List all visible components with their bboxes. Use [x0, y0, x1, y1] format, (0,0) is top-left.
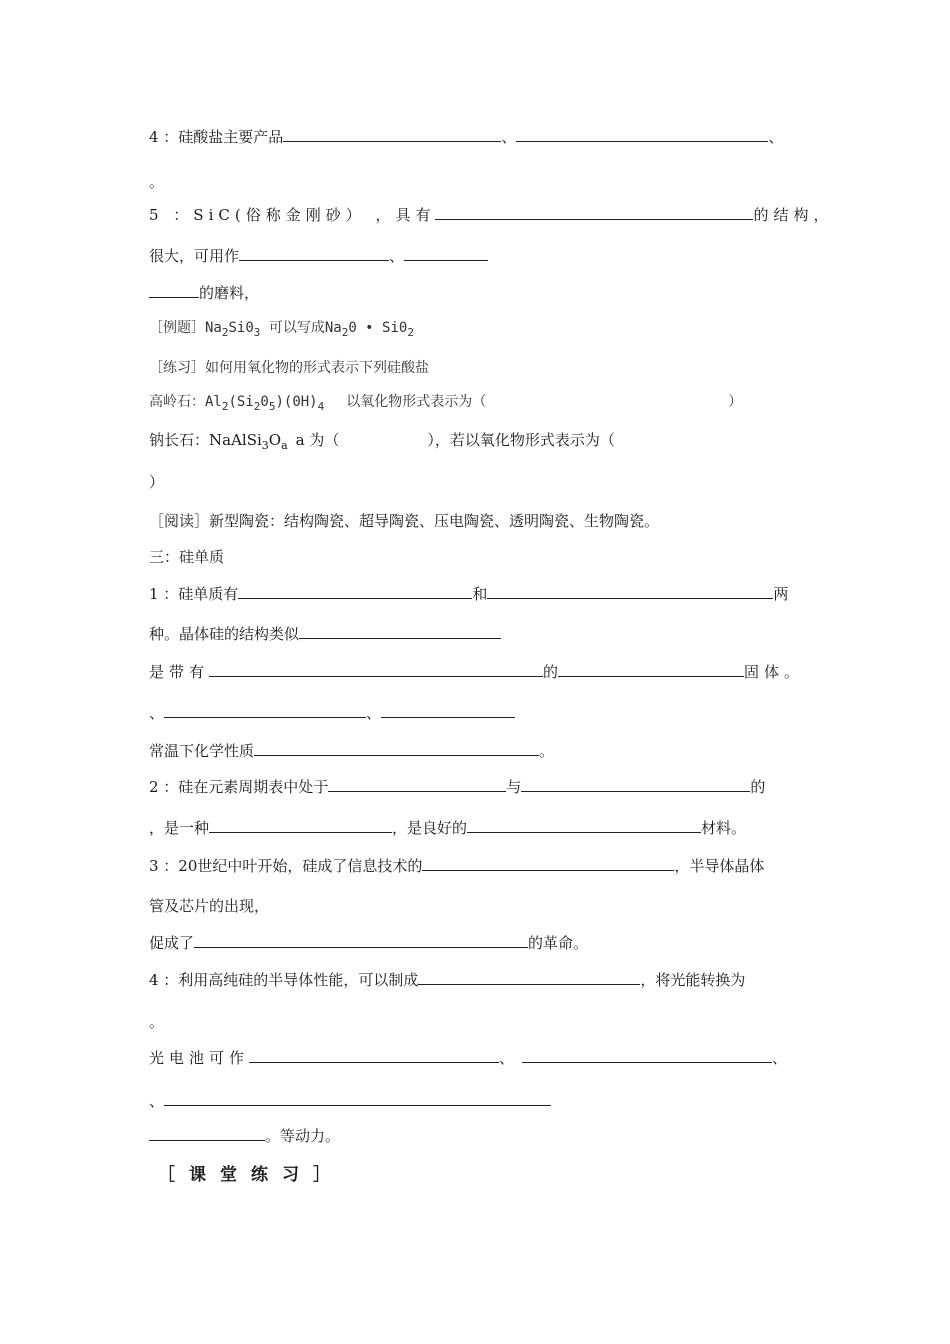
s1-line3: 是带有 的 固体。: [149, 663, 805, 681]
s2-line2: ，是一种 ，是良好的 材料。: [149, 819, 747, 837]
blank-allotrope-1[interactable]: [238, 583, 472, 599]
blank-use-2[interactable]: [404, 245, 488, 261]
blank-solid-type[interactable]: [558, 661, 744, 677]
albite-close: ）: [149, 473, 165, 491]
example-line: ［例题$]Na_2Si0_3$ 可以写成$Na_20$ • $Si0_2$: [149, 320, 414, 339]
q4-products-line: 4 ：硅酸盐主要产品 、 、: [149, 128, 784, 146]
blank-use-1[interactable]: [239, 245, 389, 261]
blank-allotrope-2[interactable]: [487, 583, 773, 599]
blank-cell-use-4[interactable]: [149, 1125, 265, 1141]
s4-line1: 4 ：利用高纯硅的半导体性能，可以制成 ，将光能转换为: [149, 971, 746, 989]
s1-line1: 1 ：硅单质有 和 两: [149, 585, 789, 603]
s2-line1: 2 ：硅在元素周期表中处于 与 的: [149, 778, 766, 796]
q5-line3: 的磨料，: [149, 282, 259, 303]
s1-line2: 种。晶体硅的结构类似: [149, 623, 501, 644]
s3-line3: 促成了 的革命。: [149, 934, 589, 952]
blank-element-type[interactable]: [209, 817, 392, 833]
blank-position-2[interactable]: [521, 776, 750, 792]
s4-line2: 。: [149, 1013, 165, 1031]
blank-cell-use-3[interactable]: [164, 1090, 551, 1106]
s3-line2: 管及芯片的出现，: [149, 897, 270, 915]
blank-prop-2[interactable]: [381, 702, 515, 718]
blank-chem[interactable]: [254, 740, 539, 756]
blank-similar[interactable]: [299, 623, 501, 639]
blank-cell-use-1[interactable]: [249, 1047, 499, 1063]
blank-position-1[interactable]: [328, 776, 506, 792]
reading-line: ［阅读］新型陶瓷：结构陶瓷、超导陶瓷、压电陶瓷、透明陶瓷、生物陶瓷。: [149, 512, 660, 530]
blank-material[interactable]: [467, 817, 701, 833]
blank-info-tech[interactable]: [422, 855, 674, 871]
s1-chem-line: 常温下化学性质 。: [149, 742, 555, 760]
blank-structure[interactable]: [435, 204, 753, 220]
albite-line: 钠长石：$NaAlSi_3O_a$ a 为（ ），若以氧化物形式表示为（: [149, 431, 615, 452]
practice-line: ［练习］如何用氧化物的形式表示下列硅酸盐: [149, 360, 429, 376]
kaolin-line: 高岭石：$Al_2(Si_20_5)(0H)_4$ 以氧化物形式表示为（ ）: [149, 394, 743, 413]
q4-products-end: 。: [149, 173, 165, 191]
blank-1[interactable]: [283, 126, 501, 142]
blank-device[interactable]: [418, 969, 640, 985]
section3-title: 三：硅单质: [149, 548, 225, 566]
blank-abrasive[interactable]: [149, 282, 199, 298]
blank-2[interactable]: [516, 126, 768, 142]
blank-luster[interactable]: [209, 661, 543, 677]
s4-line5: 。等动力。: [149, 1125, 340, 1146]
q5-line1: 5 ：SiC(俗称金刚砂） ，具有 的结构，: [149, 206, 834, 224]
section-heading: ［课堂练习］: [158, 1165, 344, 1185]
s1-line4: 、 、: [149, 702, 515, 723]
blank-cell-use-2[interactable]: [522, 1047, 772, 1063]
q5-line2: 很大，可用作 、: [149, 245, 488, 266]
blank-prop-1[interactable]: [164, 702, 366, 718]
s4-line3: 光电池可作 、 、: [149, 1049, 788, 1067]
blank-revolution[interactable]: [194, 932, 528, 948]
s3-line1: 3 ：20世纪中叶开始，硅成了信息技术的 ，半导体晶体: [149, 857, 765, 875]
s4-line4: 、: [149, 1090, 551, 1111]
